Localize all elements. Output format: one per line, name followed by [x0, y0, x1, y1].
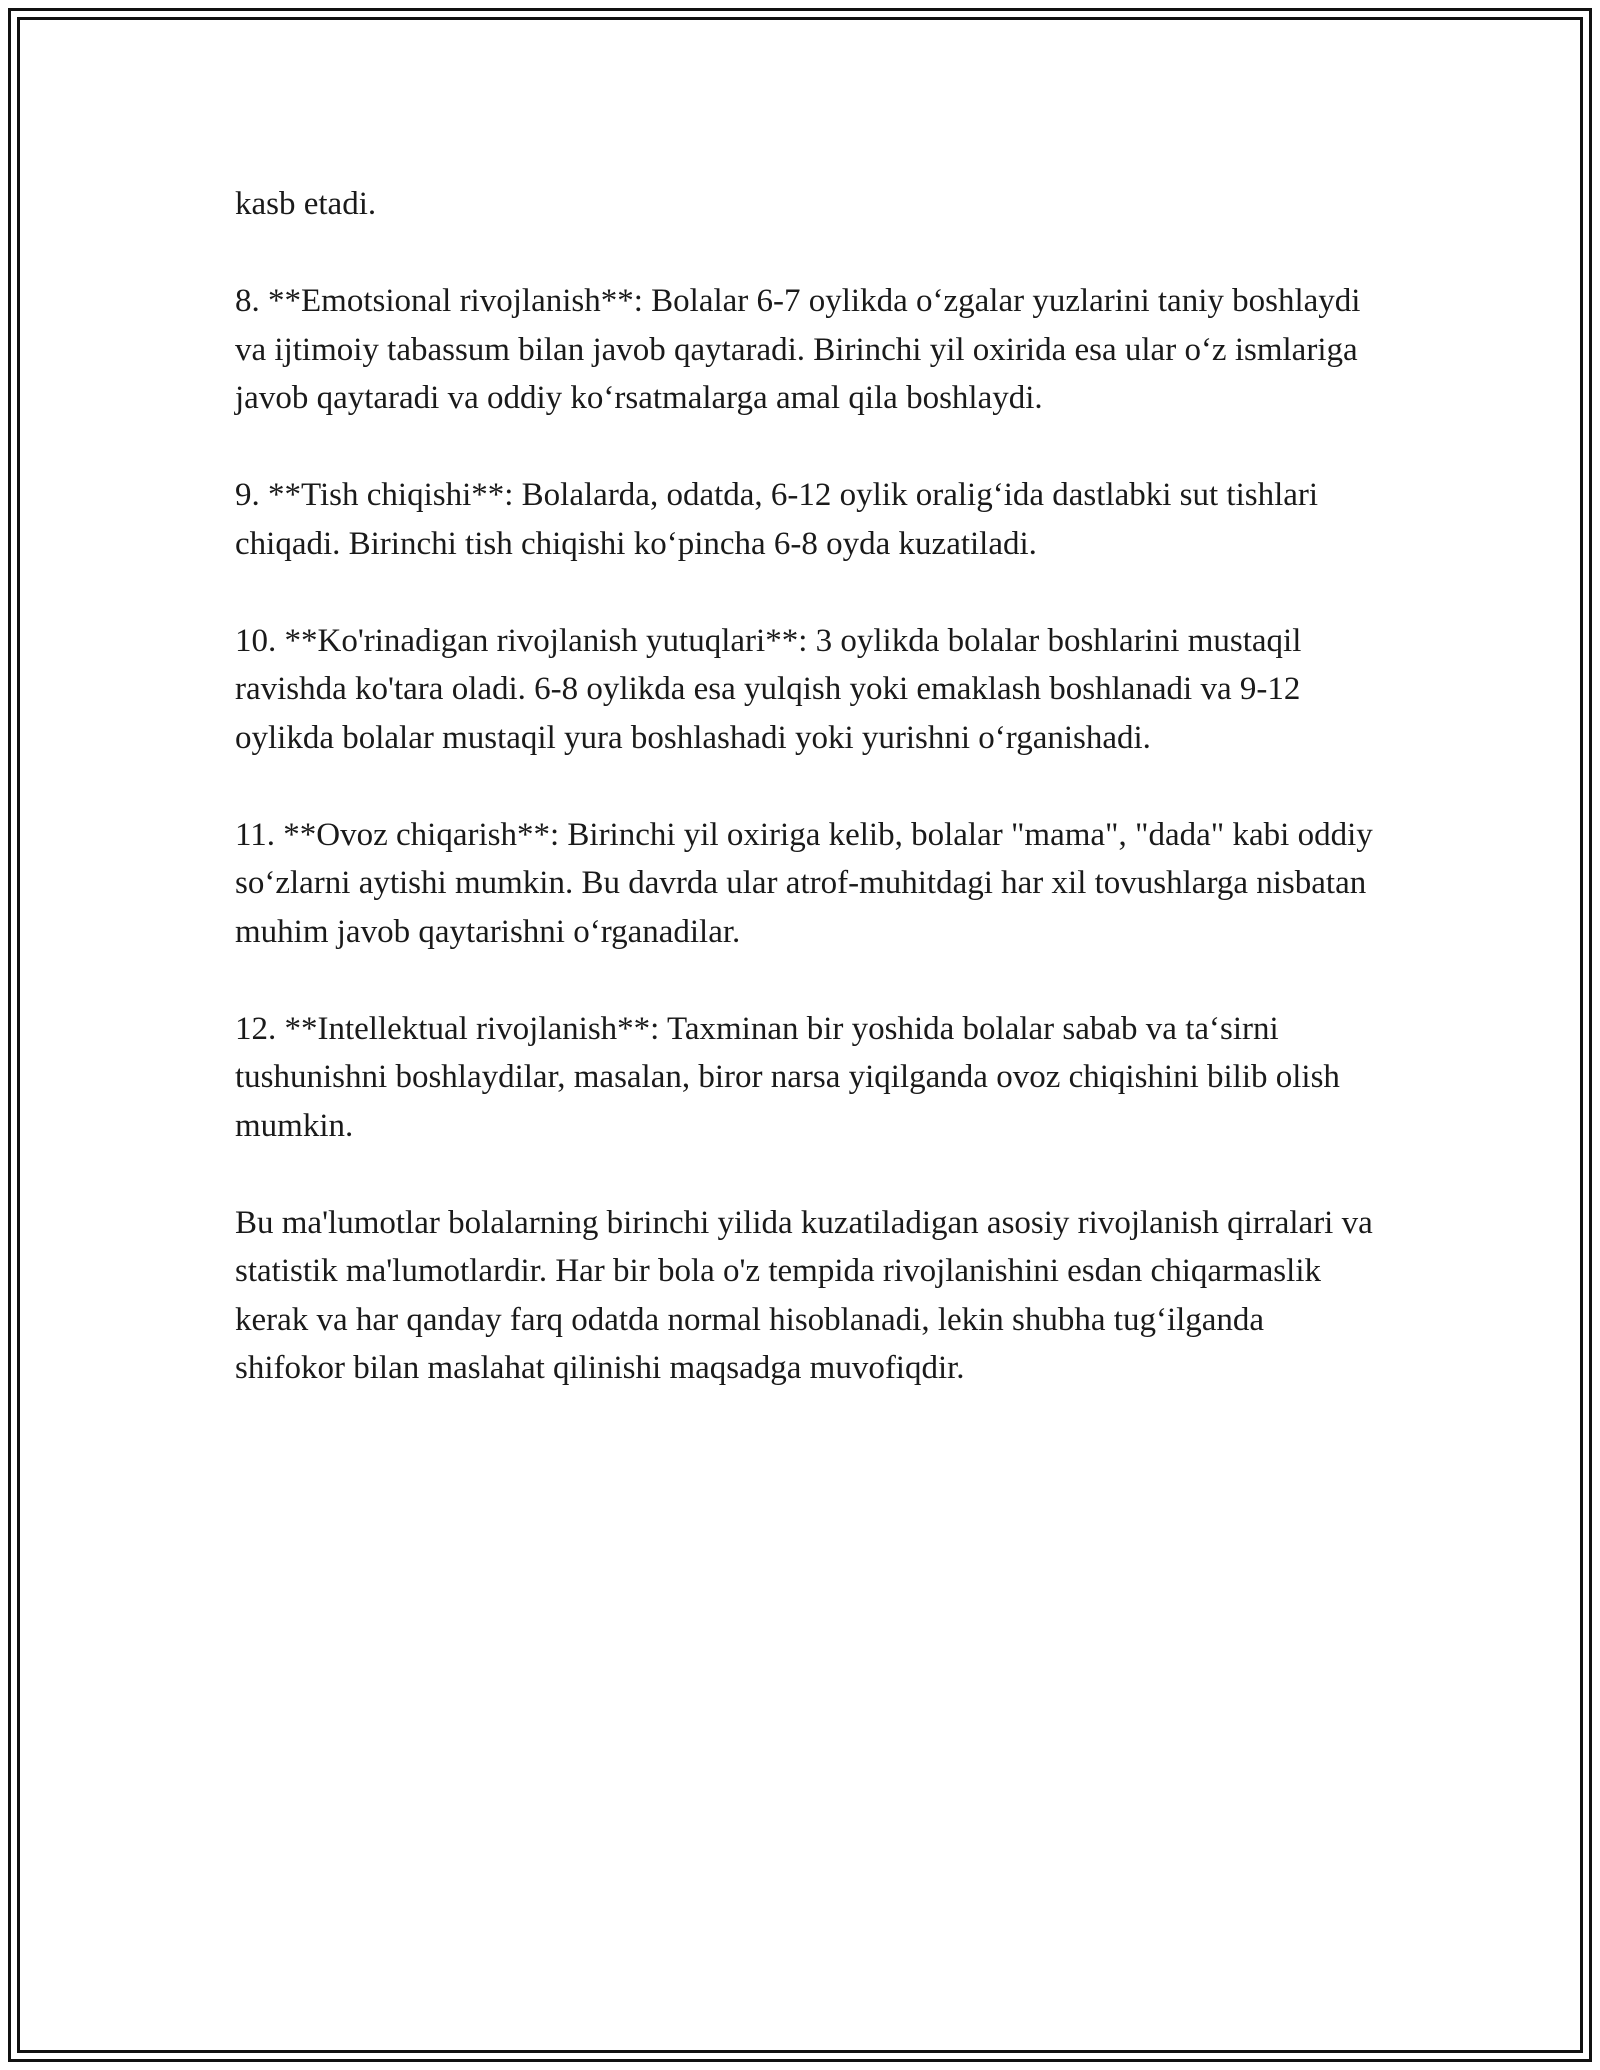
paragraph-vocalization: 11. **Ovoz chiqarish**: Birinchi yil oxiriga kelib, bolalar "mama", "dada" kabi oddiy so‘zlarni aytishi mumkin. Bu davrda ular atrof-muhitdagi har xil tovushlarga nisbatan muhim javob qaytarishni o‘rganadilar.	[235, 816, 1373, 950]
document-body	[235, 180, 1375, 1441]
paragraph-emotional-development: 8. **Emotsional rivojlanish**: Bolalar 6-7 oylikda o‘zgalar yuzlarini taniy boshlaydi va ijtimoiy tabassum bilan javob qaytaradi. Birinchi yil oxirida esa ular o‘z ismlariga javob qaytaradi va oddiy ko‘rsatmalarga amal qila boshlaydi.	[235, 283, 1361, 416]
paragraph-visible-milestones: 10. **Ko'rinadigan rivojlanish yutuqlari**: 3 oylikda bolalar boshlarini mustaqil ravishda ko'tara oladi. 6-8 oylikda esa yulqish yoki emaklash boshlanadi va 9-12 oylikda bolalar mustaqil yura boshlashadi yoki yurishni o‘rganishadi.	[235, 622, 1302, 756]
paragraph-conclusion: Bu ma'lumotlar bolalarning birinchi yilida kuzatiladigan asosiy rivojlanish qirralari va statistik ma'lumotlardir. Har bir bola o'z tempida rivojlanishini esdan chiqarmaslik kerak va har qanday farq odatda normal hisoblanadi, lekin shubha tug‘ilganda shifokor bilan maslahat qilinishi maqsadga muvofiqdir.	[235, 1204, 1373, 1386]
paragraph-continuation: kasb etadi.	[235, 186, 377, 222]
paragraph-teething: 9. **Tish chiqishi**: Bolalarda, odatda, 6-12 oylik oralig‘ida dastlabki sut tishlari chiqadi. Birinchi tish chiqishi ko‘pincha 6-8 oyda kuzatiladi.	[235, 477, 1319, 562]
paragraph-intellectual-development: 12. **Intellektual rivojlanish**: Taxminan bir yoshida bolalar sabab va ta‘sirni tushunishni boshlaydilar, masalan, biror narsa yiqilganda ovoz chiqishini bilib olish mumkin.	[235, 1010, 1340, 1144]
